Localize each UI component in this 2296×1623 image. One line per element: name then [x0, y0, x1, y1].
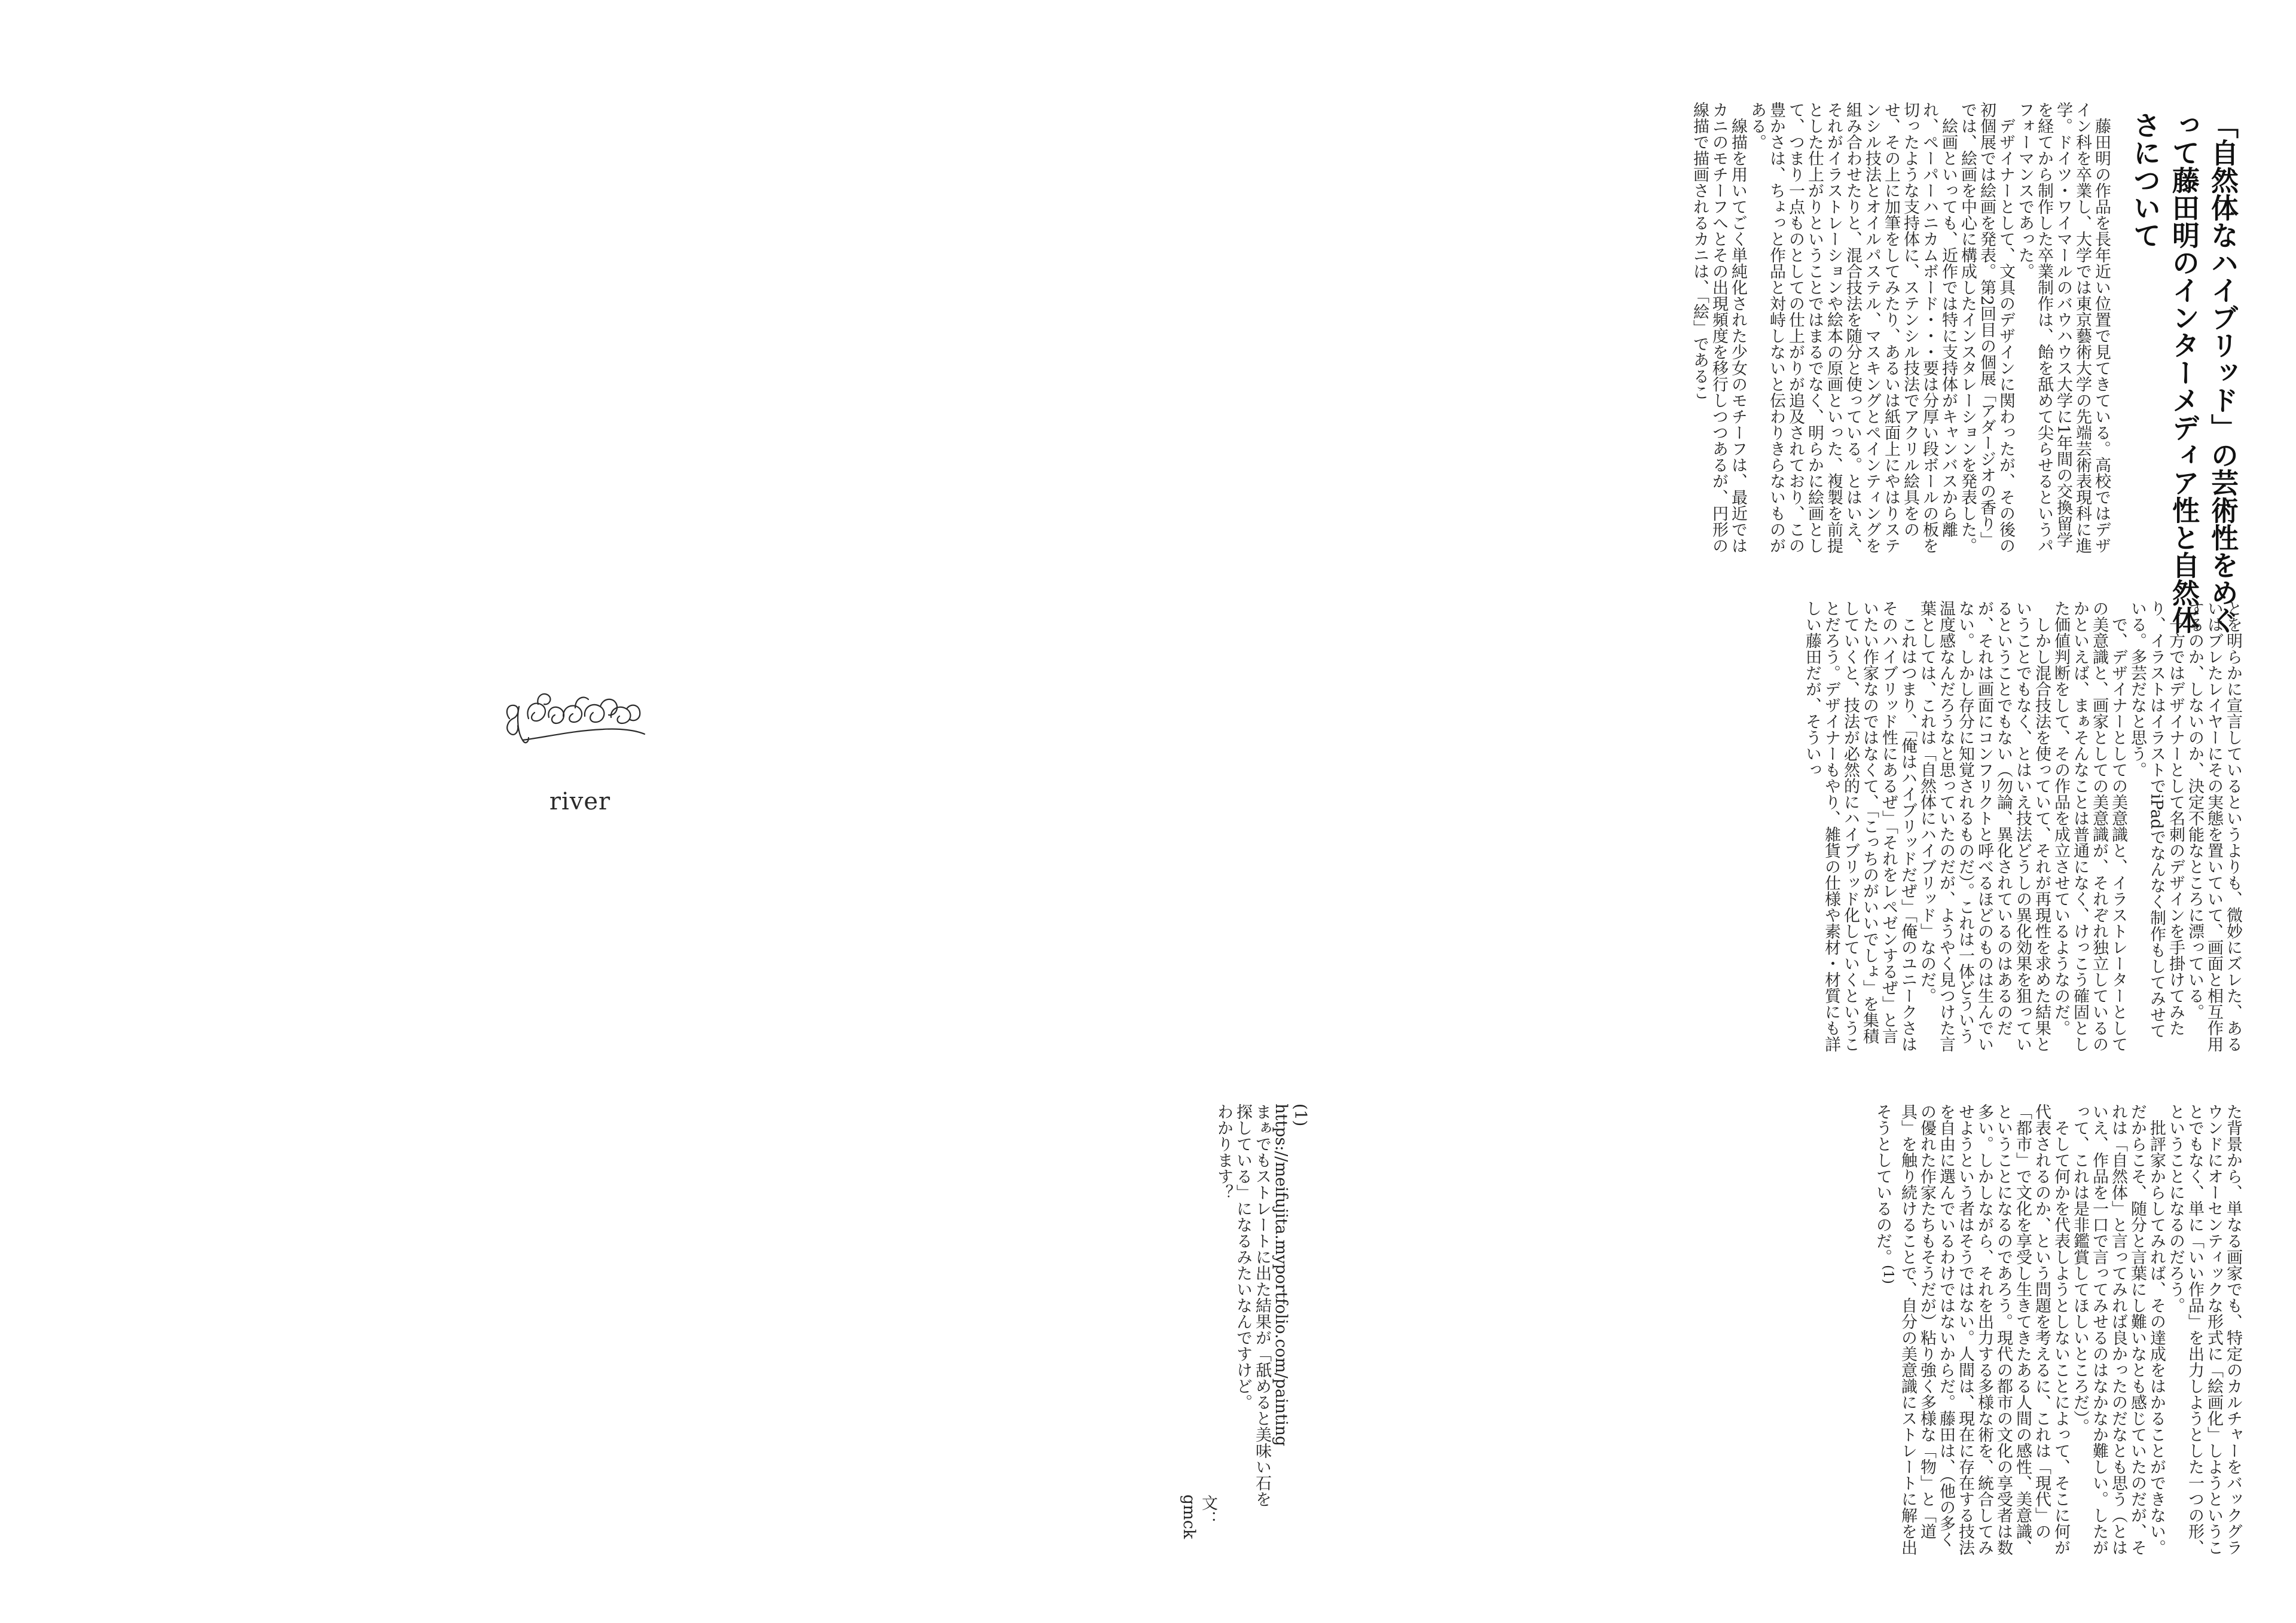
- footnotes: [1214, 1104, 1309, 1522]
- paragraph: 一方ではデザイナーとして名刺のデザインを手掛けてみたり、イラストはイラストでiPadでなんなく制作もしてみせている。多芸だなと思う。: [2128, 600, 2185, 1039]
- paragraph: とを明らかに宣言しているというよりも、微妙にズレた、あるいはブレたレイヤーにその実態を置いていて、画面と相互作用するのか、しないのか、決定不能なところに漂っている。: [2185, 600, 2242, 1052]
- article-title-sub: 藤田明のインターメディア性と自然体さについて: [2129, 111, 2200, 634]
- footnote-number: (1): [1291, 1104, 1309, 1127]
- body-tier-1: [1190, 102, 2111, 556]
- paragraph: 藤田明の作品を長年近い位置で見てきている。高校ではデザイン科を卒業し、大学では東京藝術大学の先端芸術表現科に進学。ドイツ・ワイマールのバウハウス大学に1年間の交換留学を経てから制作した卒業制作は、飴を舐めて尖らせるというパフォーマンスであった。: [2016, 102, 2111, 554]
- paragraph: デザイナーとして、文具のデザインに関わったが、その後の初個展では絵画を発表。第2回目の個展「アダージオの香り」では、絵画を中心に構成したインスタレーションを発表した。: [1958, 102, 2015, 554]
- footnote-marker: (1): [1880, 1265, 1896, 1284]
- paragraph: しかし混合技法を使っていて、それが再現性を求めた結果ということでもなく、とはいえ技法どうしの異化効果を狙っているということでもない（勿論、異化されているのはあるのだが、それは画面にコンフリクトと呼べるほどのものは生んでいない。しかし存分に知覚されるものだ）。これは一体どういう温度感なんだろうなと思っていたのだが、ようやく見つけた言葉としては、これは「自然体にハイブリッド」なのだ。: [1918, 600, 2051, 1052]
- footnote-url[interactable]: https://meifujita.myportfolio.com/painting: [1272, 1104, 1290, 1447]
- signature-artwork: [501, 683, 654, 752]
- paragraph: これはつまり、「俺はハイブリッドだぜ」「俺のユニークさはそのハイブリッド性にあるぜ」「それをレペゼンするぜ」と言いたい作家なのではなくて、「こっちのがいいでしょ」を集積していくと、技法が必然的にハイブリッド化していくということだろう。デザイナーもやり、雑貨の仕様や素材・材質にも詳しい藤田だが、そういっ: [1803, 600, 1917, 1052]
- footnote-text: まぁでもストレートに出た結果が「舐めると美味い石を探している」になるみたいなんですけど。: [1234, 1104, 1271, 1507]
- paragraph: 線描を用いてごく単純化された少女のモチーフは、最近ではカニのモチーフへとその出現頻度を移行しつつあるが、円形の線描で描画されるカニは、「絵」であるこ: [1690, 102, 1747, 554]
- body-tier-2: [1190, 600, 2242, 1055]
- author-credit: 文：gmck: [1180, 1494, 1217, 1539]
- paragraph: で、デザイナーとしての美意識と、イラストレーターとしての美意識と、画家としての美意識が、それぞれ独立しているのかといえば、まぁそんなことは普通になく、けっこう確固とした価値判断をして、その作品を成立させているようなのだ。: [2051, 600, 2127, 1052]
- signature-caption: river: [549, 788, 611, 815]
- paragraph-text: そして何かを代表しようとしないことによって、そこに何が代表されるのか、という問題を考えるに、これは「現代」の「都市」で文化を享受し生きてきたある人間の感性、美意識、ということになるのであろう。現代の都市の文化の享受者は数多い。しかしながら、それを出力する多様な術を、統合してみせようという者はそうではない。人間は、現在に存在する技法を自由に選んでいるわけではないからだ。藤田は、（他の多くの優れた作家たちもそうだが）粘り強く多様な「物」と「道具」を触り続けることで、自分の美意識にストレートに解を出そうとしているのだ。: [1873, 1104, 2070, 1555]
- paragraph: 批評家からしてみれば、その達成をはかることができない。だからこそ、随分と言葉にし難いなとも感じていたのだが、それは「自然体」と言ってみれば良かったのだなとも思う（とはいえ、作品を一口で言ってみせるのはなかなか難しい。したがって、これは是非鑑賞してほしいところだ）。: [2071, 1104, 2166, 1555]
- footnote-text: わかります？: [1214, 1104, 1233, 1200]
- body-tier-3: [1321, 1104, 2242, 1558]
- article-title: [2129, 111, 2242, 637]
- paragraph: [1873, 1104, 2070, 1558]
- paragraph: 絵画といっても、近作では特に支持体がキャンバスから離れ、ペーパーハニカムボード・・・要は分厚い段ボールの板を切ったような支持体に、ステンシル技法でアクリル絵具をのせ、その上に加筆をしてみたり、あるいは紙面上にやはりステンシル技法とオイルパステル、マスキングとペインティングを組み合わせたりと、混合技法を随分と使っている。とはいえ、それがイラストレーションや絵本の原画といった、複製を前提とした仕上がりということではまるでなく、明らかに絵画として、つまり一点ものとしての仕上がりが追及されており、この豊かさは、ちょっと作品と対峙しないと伝わりきらないものがある。: [1748, 102, 1958, 554]
- article-title-main: 「自然体なハイブリッド」の芸術性をめぐって: [2168, 111, 2239, 634]
- paragraph: た背景から、単なる画家でも、特定のカルチャーをバックグラウンドにオーセンティックな形式に「絵画化」しようということでもなく、単に「いい作品」を出力しようとした一つの形、ということになるのだろう。: [2166, 1104, 2242, 1555]
